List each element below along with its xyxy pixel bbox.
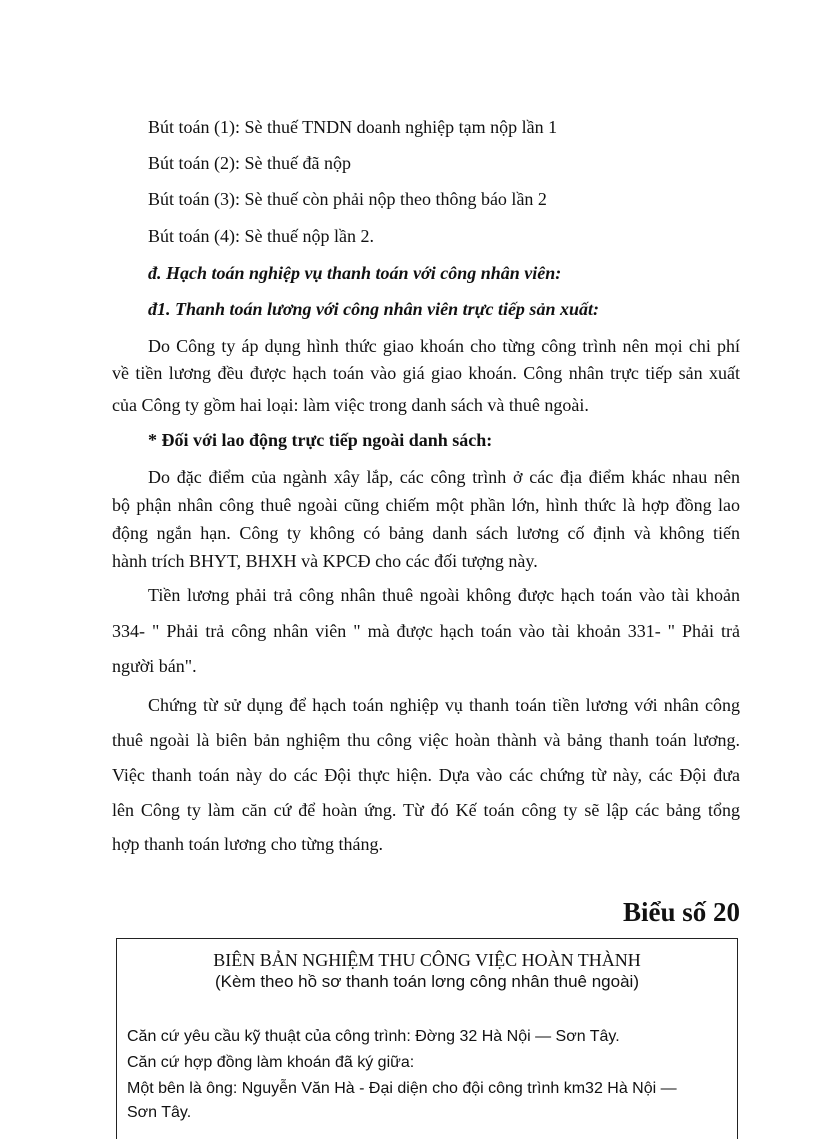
paragraph-line: của Công ty gồm hai loại: làm việc trong danh sách và thuê ngoài. <box>112 395 589 415</box>
paragraph-line: lên Công ty làm căn cứ để hoàn ứng. Từ đó Kế toán công ty sẽ lập các bảng tổng <box>112 800 740 820</box>
form-line: Một bên là ông: Nguyễn Văn Hà - Đại diện cho đội công trình km32 Hà Nội — <box>127 1080 677 1097</box>
entry-line: Bút toán (4): Sè thuế nộp lần 2. <box>148 226 374 246</box>
paragraph-line: người bán". <box>112 656 197 676</box>
form-subtitle: (Kèm theo hồ sơ thanh toán lơng công nhân thuê ngoài) <box>215 972 639 991</box>
form-line: Sơn Tây. <box>127 1104 192 1121</box>
entry-line: Bút toán (1): Sè thuế TNDN doanh nghiệp tạm nộp lần 1 <box>148 117 558 137</box>
paragraph-line: thuê ngoài là biên bản nghiệm thu công việc hoàn thành và bảng thanh toán lương. <box>112 730 740 750</box>
paragraph-line: Tiền lương phải trả công nhân thuê ngoài không được hạch toán vào tài khoản <box>148 585 740 605</box>
form-line: Căn cứ hợp đồng làm khoán đã ký giữa: <box>127 1054 415 1071</box>
paragraph-line: Chứng từ sử dụng để hạch toán nghiệp vụ thanh toán tiền lương với nhân công <box>148 695 740 715</box>
form-line: Căn cứ yêu cầu kỹ thuật của công trình: Đờng 32 Hà Nội — Sơn Tây. <box>127 1028 620 1045</box>
paragraph-line: 334- " Phải trả công nhân viên " mà được hạch toán vào tài khoản 331- " Phải trả <box>112 621 740 641</box>
entry-line: Bút toán (3): Sè thuế còn phải nộp theo thông báo lần 2 <box>148 189 547 209</box>
paragraph-line: động ngắn hạn. Công ty không có bảng danh sách lương cố định và không tiến <box>112 523 740 543</box>
paragraph-line: về tiền lương đều được hạch toán vào giá giao khoán. Công nhân trực tiếp sản xuất <box>112 363 740 383</box>
form-title: BIÊN BẢN NGHIỆM THU CÔNG VIỆC HOÀN THÀNH <box>213 950 641 970</box>
paragraph-line: hợp thanh toán lương cho từng tháng. <box>112 834 384 854</box>
paragraph-line: hành trích BHYT, BHXH và KPCĐ cho các đối tượng này. <box>112 551 538 571</box>
bullet-heading: * Đối với lao động trực tiếp ngoài danh sách: <box>148 430 493 450</box>
figure-label: Biểu số 20 <box>622 897 740 927</box>
entry-line: Bút toán (2): Sè thuế đã nộp <box>148 153 351 173</box>
paragraph-line: Do Công ty áp dụng hình thức giao khoán cho từng công trình nên mọi chi phí <box>148 336 740 356</box>
paragraph-line: bộ phận nhân công thuê ngoài cũng chiếm một phần lớn, hình thức là hợp đồng lao <box>112 495 740 515</box>
subsection-heading: đ1. Thanh toán lương với công nhân viên trực tiếp sản xuất: <box>148 299 599 319</box>
acceptance-form <box>116 938 738 1139</box>
paragraph-line: Việc thanh toán này do các Đội thực hiện. Dựa vào các chứng từ này, các Đội đưa <box>112 765 740 785</box>
section-heading: đ. Hạch toán nghiệp vụ thanh toán với công nhân viên: <box>148 263 562 283</box>
paragraph-line: Do đặc điểm của ngành xây lắp, các công trình ở các địa điểm khác nhau nên <box>148 467 740 487</box>
